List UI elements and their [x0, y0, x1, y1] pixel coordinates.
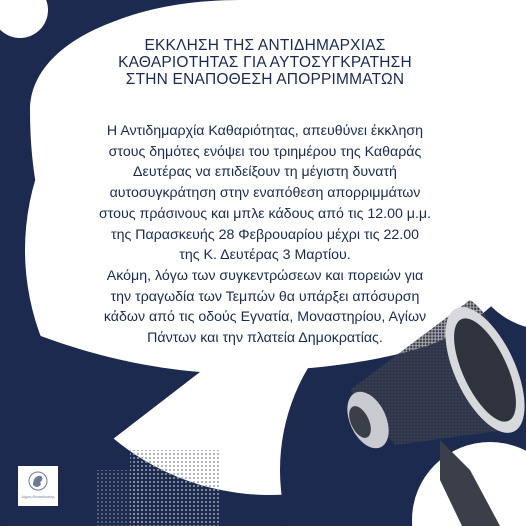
body-line: της Παρασκευής 28 Φεβρουαρίου μέχρι τις 22.00 — [110, 226, 419, 243]
title-line: ΣΤΗΝ ΕΝΑΠΟΘΕΣΗ ΑΠΟΡΡΙΜΜΑΤΩΝ — [125, 71, 405, 88]
title-line: ΚΑΘΑΡΙΟΤΗΤΑΣ ΓΙΑ ΑΥΤΟΣΥΓΚΡΑΤΗΣΗ — [118, 54, 412, 71]
body-line: Η Αντιδημαρχία Καθαριότητας, απευθύνει έκκληση — [106, 123, 424, 139]
municipality-logo-icon — [18, 466, 58, 506]
body-line: Πάντων και την πλατεία Δημοκρατίας. — [147, 330, 383, 347]
logo-caption: Δήμος Θεσσαλονίκης — [21, 495, 55, 499]
municipality-logo — [18, 466, 58, 506]
body-line: στους δημότες ενόψει του τριημέρου της Καθαράς — [108, 143, 422, 160]
title-line: ΕΚΚΛΗΣΗ ΤΗΣ ΑΝΤΙΔΗΜΑΡΧΙΑΣ — [144, 37, 386, 54]
body-line: την τραγωδία των Τεμπών θα υπάρξει απόσυρση — [110, 288, 420, 305]
body-line: αυτοσυγκράτηση στην εναπόθεση απορριμμάτων — [109, 185, 421, 202]
halftone-dots-bottom-left — [95, 470, 145, 526]
body-line: της Κ. Δευτέρας 3 Μαρτίου. — [179, 247, 351, 264]
announcement-title — [60, 37, 470, 88]
body-line: στους πράσινους και μπλε κάδους από τις 12.00 μ.μ. — [98, 205, 432, 222]
body-line: Δευτέρας να επιδείξουν τη μέγιστη δυνατή — [133, 164, 397, 181]
body-line: Ακόμη, λόγω των συγκεντρώσεων και πορειών για — [106, 267, 424, 284]
body-line: κάδων από τις οδούς Εγνατία, Μοναστηρίου, Αγίων — [103, 309, 427, 326]
announcement-body — [40, 121, 490, 349]
